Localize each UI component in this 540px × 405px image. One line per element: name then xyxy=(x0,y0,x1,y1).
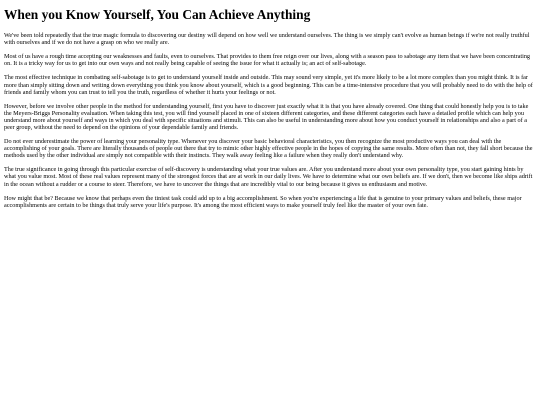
article-paragraph: We've been told repeatedly that the true magic formula to discovering our destiny will depend on how well we understand ourselves. The thing is we simply can't evolve as human beings if we're not really truthful with ourselves and if we do not have a grasp on who we really are. xyxy=(4,32,530,47)
article-paragraph: Do not ever underestimate the power of learning your personality type. Whenever you discover your basic behavioral characteristics, you then recognize the most productive ways you can deal with the accomplishing of your goals. There are literally thousands of people out there that try to mimic other highly effective people in the hopes of copying the same results. More often than not, they fall short because the methods used by the other individual are simply not compatible with their instincts. They walk away feeling like a failure when they really don't understand why. xyxy=(4,138,533,160)
article-paragraph: The true significance in going through this particular exercise of self-discovery is understanding what your true values are. After you understand more about your own personality type, you start gaining hints by what you value most. Most of these real values represent many of the strongest forces that are at work in our daily lives. We have to determine what our own beliefs are. If we don't, then we become like ships adrift in the ocean without a rudder or a course to steer. Therefore, we have to uncover the things that are incredibly vital to our being because it gives us enthusiasm and motive. xyxy=(4,166,533,188)
article-title: When you Know Yourself, You Can Achieve Anything xyxy=(4,7,311,22)
article-paragraph: How might that be? Because we know that perhaps even the tiniest task could add up to a big accomplishment. So when you're experiencing a life that is genuine to your primary values and beliefs, these major accomplishments are certain to be things that truly serve your life's purpose. It's among the most efficient ways to make yourself truly feel like the master of your own fate. xyxy=(4,194,522,209)
article-paragraph: Most of us have a rough time accepting our weaknesses and faults, even to ourselves. That provides to them free reign over our lives, along with a season pass to sabotage any item that we have been concentrating on. It is a tricky way for us to get into our own ways and not really being capable of seeing the issue for what it actually is; an act of self-sabotage. xyxy=(4,53,531,68)
article-paragraph: However, before we involve other people in the method for understanding yourself, first you have to discover just exactly what it is that you have already covered. One thing that could honestly help you is to take the Meyers-Briggs Personality evaluation. When taking this test, you will find yourself placed in one of sixteen different categories, and these different categories each have a detailed profile which can help you understand more about yourself and ways in which you deal with specific situations and stimuli. This can also be useful in understanding more about how you conduct yourself in relationships and also a part of a peer group, without the need to depend on the opinions of your dependable family and friends. xyxy=(4,102,529,132)
article-paragraph: The most effective technique in combating self-sabotage is to get to understand yourself inside and outside. This may sound very simple, yet it's more likely to be a lot more complex than you might think. It is far more than simply sitting down and writing down everything you think you know about yourself, which is a good beginning. This can be a time-intensive procedure that you will probably need to do with the help of friends and family whom you can trust to tell you the truth, regardless of whether it hurts your feelings or not. xyxy=(4,74,533,96)
